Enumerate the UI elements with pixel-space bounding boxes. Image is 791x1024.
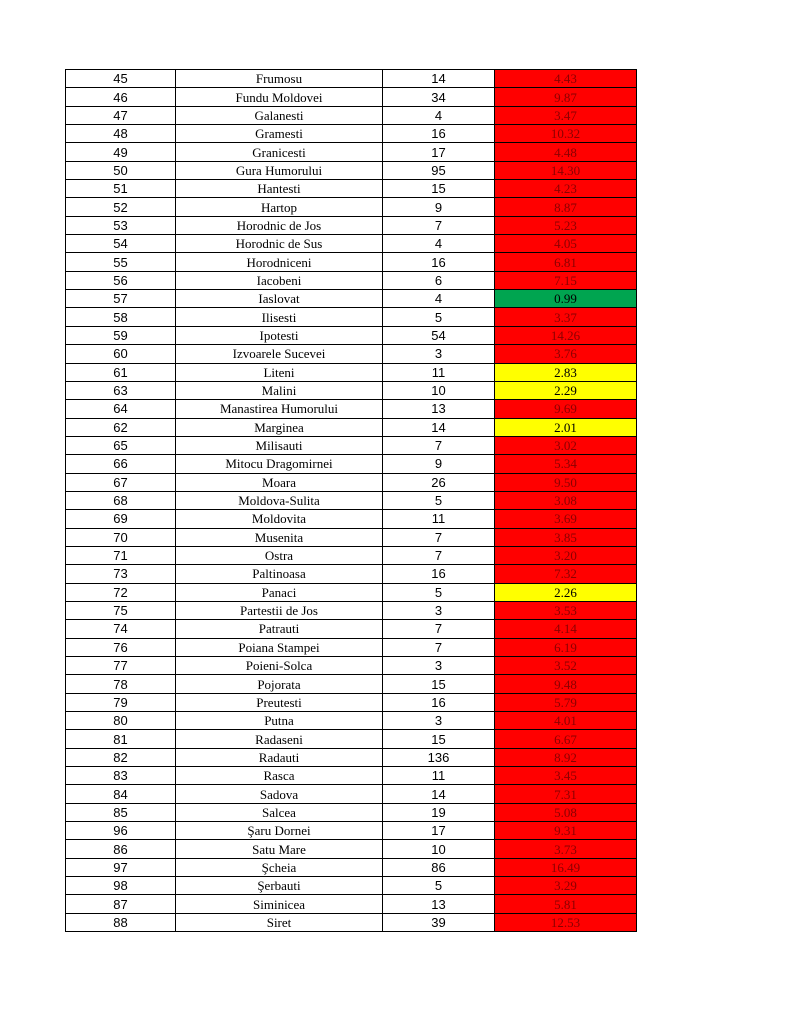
- count-cell: 9: [383, 455, 495, 473]
- locality-name-cell: Granicesti: [176, 143, 383, 161]
- rate-cell: 0.99: [495, 290, 637, 308]
- count-cell: 14: [383, 418, 495, 436]
- rate-cell: 3.45: [495, 767, 637, 785]
- count-cell: 34: [383, 88, 495, 106]
- rate-cell: 4.01: [495, 712, 637, 730]
- count-cell: 13: [383, 895, 495, 913]
- rate-cell: 5.81: [495, 895, 637, 913]
- rate-cell: 16.49: [495, 858, 637, 876]
- row-id-cell: 46: [66, 88, 176, 106]
- table-row: [66, 785, 637, 803]
- row-id-cell: 56: [66, 271, 176, 289]
- row-id-cell: 59: [66, 326, 176, 344]
- count-cell: 16: [383, 693, 495, 711]
- count-cell: 14: [383, 785, 495, 803]
- table-row: [66, 730, 637, 748]
- row-id-cell: 66: [66, 455, 176, 473]
- count-cell: 95: [383, 161, 495, 179]
- table-row: [66, 877, 637, 895]
- table-row: [66, 106, 637, 124]
- locality-name-cell: Moldova-Sulita: [176, 491, 383, 509]
- count-cell: 26: [383, 473, 495, 491]
- table-row: [66, 913, 637, 931]
- count-cell: 16: [383, 253, 495, 271]
- table-row: [66, 400, 637, 418]
- row-id-cell: 61: [66, 363, 176, 381]
- rate-cell: 9.87: [495, 88, 637, 106]
- count-cell: 7: [383, 620, 495, 638]
- count-cell: 17: [383, 822, 495, 840]
- locality-name-cell: Patrauti: [176, 620, 383, 638]
- row-id-cell: 76: [66, 638, 176, 656]
- locality-name-cell: Radauti: [176, 748, 383, 766]
- count-cell: 14: [383, 70, 495, 88]
- row-id-cell: 58: [66, 308, 176, 326]
- row-id-cell: 72: [66, 583, 176, 601]
- count-cell: 7: [383, 528, 495, 546]
- count-cell: 13: [383, 400, 495, 418]
- locality-name-cell: Moldovita: [176, 510, 383, 528]
- rate-cell: 3.29: [495, 877, 637, 895]
- locality-name-cell: Siret: [176, 913, 383, 931]
- rate-cell: 3.69: [495, 510, 637, 528]
- rate-cell: 8.92: [495, 748, 637, 766]
- rate-cell: 9.31: [495, 822, 637, 840]
- table-row: [66, 143, 637, 161]
- locality-name-cell: Poiana Stampei: [176, 638, 383, 656]
- table-row: [66, 455, 637, 473]
- count-cell: 9: [383, 198, 495, 216]
- table-row: [66, 473, 637, 491]
- row-id-cell: 77: [66, 657, 176, 675]
- locality-name-cell: Hantesti: [176, 180, 383, 198]
- locality-name-cell: Şaru Dornei: [176, 822, 383, 840]
- row-id-cell: 53: [66, 216, 176, 234]
- row-id-cell: 55: [66, 253, 176, 271]
- table-row: [66, 491, 637, 509]
- locality-name-cell: Siminicea: [176, 895, 383, 913]
- count-cell: 7: [383, 216, 495, 234]
- count-cell: 39: [383, 913, 495, 931]
- row-id-cell: 78: [66, 675, 176, 693]
- row-id-cell: 82: [66, 748, 176, 766]
- locality-name-cell: Preutesti: [176, 693, 383, 711]
- table-row: [66, 253, 637, 271]
- rate-cell: 3.47: [495, 106, 637, 124]
- row-id-cell: 70: [66, 528, 176, 546]
- row-id-cell: 69: [66, 510, 176, 528]
- locality-name-cell: Sadova: [176, 785, 383, 803]
- table-row: [66, 546, 637, 564]
- rate-cell: 5.08: [495, 803, 637, 821]
- row-id-cell: 57: [66, 290, 176, 308]
- rate-cell: 6.67: [495, 730, 637, 748]
- row-id-cell: 98: [66, 877, 176, 895]
- count-cell: 7: [383, 546, 495, 564]
- table-row: [66, 803, 637, 821]
- row-id-cell: 97: [66, 858, 176, 876]
- row-id-cell: 47: [66, 106, 176, 124]
- locality-name-cell: Pojorata: [176, 675, 383, 693]
- row-id-cell: 64: [66, 400, 176, 418]
- count-cell: 3: [383, 657, 495, 675]
- locality-name-cell: Ostra: [176, 546, 383, 564]
- row-id-cell: 51: [66, 180, 176, 198]
- rate-cell: 2.83: [495, 363, 637, 381]
- row-id-cell: 74: [66, 620, 176, 638]
- locality-name-cell: Şerbauti: [176, 877, 383, 895]
- rate-cell: 5.34: [495, 455, 637, 473]
- count-cell: 3: [383, 712, 495, 730]
- table-row: [66, 198, 637, 216]
- locality-name-cell: Mitocu Dragomirnei: [176, 455, 383, 473]
- rate-cell: 3.37: [495, 308, 637, 326]
- rate-cell: 5.79: [495, 693, 637, 711]
- count-cell: 5: [383, 491, 495, 509]
- row-id-cell: 68: [66, 491, 176, 509]
- table-row: [66, 712, 637, 730]
- rate-cell: 6.19: [495, 638, 637, 656]
- row-id-cell: 49: [66, 143, 176, 161]
- locality-name-cell: Horodniceni: [176, 253, 383, 271]
- count-cell: 15: [383, 675, 495, 693]
- rate-cell: 3.52: [495, 657, 637, 675]
- locality-name-cell: Salcea: [176, 803, 383, 821]
- locality-name-cell: Partestii de Jos: [176, 601, 383, 619]
- table-row: [66, 675, 637, 693]
- count-cell: 15: [383, 730, 495, 748]
- table-row: [66, 565, 637, 583]
- rate-cell: 2.29: [495, 381, 637, 399]
- count-cell: 54: [383, 326, 495, 344]
- count-cell: 10: [383, 840, 495, 858]
- row-id-cell: 80: [66, 712, 176, 730]
- row-id-cell: 71: [66, 546, 176, 564]
- table-row: [66, 308, 637, 326]
- count-cell: 4: [383, 290, 495, 308]
- rate-cell: 4.14: [495, 620, 637, 638]
- table-body: [66, 70, 637, 932]
- rate-cell: 4.43: [495, 70, 637, 88]
- locality-name-cell: Galanesti: [176, 106, 383, 124]
- locality-name-cell: Radaseni: [176, 730, 383, 748]
- rate-cell: 9.50: [495, 473, 637, 491]
- table-row: [66, 748, 637, 766]
- table-row: [66, 510, 637, 528]
- count-cell: 6: [383, 271, 495, 289]
- count-cell: 11: [383, 767, 495, 785]
- count-cell: 16: [383, 125, 495, 143]
- row-id-cell: 63: [66, 381, 176, 399]
- locality-name-cell: Milisauti: [176, 436, 383, 454]
- locality-name-cell: Gramesti: [176, 125, 383, 143]
- row-id-cell: 84: [66, 785, 176, 803]
- count-cell: 10: [383, 381, 495, 399]
- rate-cell: 4.05: [495, 235, 637, 253]
- locality-name-cell: Paltinoasa: [176, 565, 383, 583]
- table-row: [66, 345, 637, 363]
- row-id-cell: 88: [66, 913, 176, 931]
- rate-cell: 14.30: [495, 161, 637, 179]
- count-cell: 3: [383, 601, 495, 619]
- table-row: [66, 326, 637, 344]
- row-id-cell: 86: [66, 840, 176, 858]
- row-id-cell: 62: [66, 418, 176, 436]
- count-cell: 86: [383, 858, 495, 876]
- count-cell: 5: [383, 583, 495, 601]
- count-cell: 4: [383, 235, 495, 253]
- locality-name-cell: Frumosu: [176, 70, 383, 88]
- rate-cell: 9.48: [495, 675, 637, 693]
- rate-cell: 2.26: [495, 583, 637, 601]
- row-id-cell: 81: [66, 730, 176, 748]
- locality-name-cell: Fundu Moldovei: [176, 88, 383, 106]
- count-cell: 19: [383, 803, 495, 821]
- rate-cell: 4.48: [495, 143, 637, 161]
- count-cell: 136: [383, 748, 495, 766]
- table-row: [66, 528, 637, 546]
- row-id-cell: 45: [66, 70, 176, 88]
- count-cell: 5: [383, 308, 495, 326]
- data-table: [65, 69, 637, 932]
- table-row: [66, 767, 637, 785]
- rate-cell: 7.32: [495, 565, 637, 583]
- table-row: [66, 620, 637, 638]
- rate-cell: 5.23: [495, 216, 637, 234]
- count-cell: 17: [383, 143, 495, 161]
- locality-name-cell: Ilisesti: [176, 308, 383, 326]
- locality-name-cell: Horodnic de Jos: [176, 216, 383, 234]
- rate-cell: 7.31: [495, 785, 637, 803]
- table-row: [66, 583, 637, 601]
- count-cell: 7: [383, 436, 495, 454]
- table-row: [66, 235, 637, 253]
- locality-name-cell: Manastirea Humorului: [176, 400, 383, 418]
- locality-name-cell: Moara: [176, 473, 383, 491]
- count-cell: 5: [383, 877, 495, 895]
- locality-name-cell: Musenita: [176, 528, 383, 546]
- rate-cell: 12.53: [495, 913, 637, 931]
- locality-name-cell: Izvoarele Sucevei: [176, 345, 383, 363]
- row-id-cell: 79: [66, 693, 176, 711]
- row-id-cell: 65: [66, 436, 176, 454]
- row-id-cell: 75: [66, 601, 176, 619]
- locality-name-cell: Liteni: [176, 363, 383, 381]
- rate-cell: 6.81: [495, 253, 637, 271]
- rate-cell: 8.87: [495, 198, 637, 216]
- rate-cell: 3.02: [495, 436, 637, 454]
- count-cell: 4: [383, 106, 495, 124]
- table-row: [66, 418, 637, 436]
- rate-cell: 3.53: [495, 601, 637, 619]
- locality-name-cell: Marginea: [176, 418, 383, 436]
- table-row: [66, 693, 637, 711]
- table-row: [66, 125, 637, 143]
- row-id-cell: 96: [66, 822, 176, 840]
- table-row: [66, 840, 637, 858]
- rate-cell: 10.32: [495, 125, 637, 143]
- table-row: [66, 895, 637, 913]
- table-row: [66, 271, 637, 289]
- locality-name-cell: Gura Humorului: [176, 161, 383, 179]
- table-row: [66, 657, 637, 675]
- row-id-cell: 50: [66, 161, 176, 179]
- locality-name-cell: Rasca: [176, 767, 383, 785]
- count-cell: 16: [383, 565, 495, 583]
- count-cell: 7: [383, 638, 495, 656]
- locality-name-cell: Iacobeni: [176, 271, 383, 289]
- table-row: [66, 381, 637, 399]
- count-cell: 11: [383, 510, 495, 528]
- row-id-cell: 60: [66, 345, 176, 363]
- count-cell: 11: [383, 363, 495, 381]
- rate-cell: 3.85: [495, 528, 637, 546]
- locality-name-cell: Şcheia: [176, 858, 383, 876]
- rate-cell: 3.76: [495, 345, 637, 363]
- table-row: [66, 88, 637, 106]
- table-row: [66, 822, 637, 840]
- locality-name-cell: Horodnic de Sus: [176, 235, 383, 253]
- rate-cell: 14.26: [495, 326, 637, 344]
- table-row: [66, 638, 637, 656]
- row-id-cell: 54: [66, 235, 176, 253]
- locality-name-cell: Malini: [176, 381, 383, 399]
- count-cell: 15: [383, 180, 495, 198]
- row-id-cell: 52: [66, 198, 176, 216]
- rate-cell: 7.15: [495, 271, 637, 289]
- locality-name-cell: Panaci: [176, 583, 383, 601]
- row-id-cell: 73: [66, 565, 176, 583]
- rate-cell: 3.08: [495, 491, 637, 509]
- locality-name-cell: Hartop: [176, 198, 383, 216]
- table-row: [66, 161, 637, 179]
- rate-cell: 4.23: [495, 180, 637, 198]
- row-id-cell: 87: [66, 895, 176, 913]
- table-row: [66, 180, 637, 198]
- locality-name-cell: Poieni-Solca: [176, 657, 383, 675]
- rate-cell: 9.69: [495, 400, 637, 418]
- locality-name-cell: Ipotesti: [176, 326, 383, 344]
- rate-cell: 3.20: [495, 546, 637, 564]
- row-id-cell: 83: [66, 767, 176, 785]
- table-row: [66, 216, 637, 234]
- row-id-cell: 85: [66, 803, 176, 821]
- locality-name-cell: Iaslovat: [176, 290, 383, 308]
- table-row: [66, 858, 637, 876]
- rate-cell: 3.73: [495, 840, 637, 858]
- row-id-cell: 48: [66, 125, 176, 143]
- table-row: [66, 290, 637, 308]
- locality-name-cell: Satu Mare: [176, 840, 383, 858]
- table-row: [66, 70, 637, 88]
- table-row: [66, 363, 637, 381]
- rate-cell: 2.01: [495, 418, 637, 436]
- table-row: [66, 436, 637, 454]
- row-id-cell: 67: [66, 473, 176, 491]
- count-cell: 3: [383, 345, 495, 363]
- locality-name-cell: Putna: [176, 712, 383, 730]
- table-row: [66, 601, 637, 619]
